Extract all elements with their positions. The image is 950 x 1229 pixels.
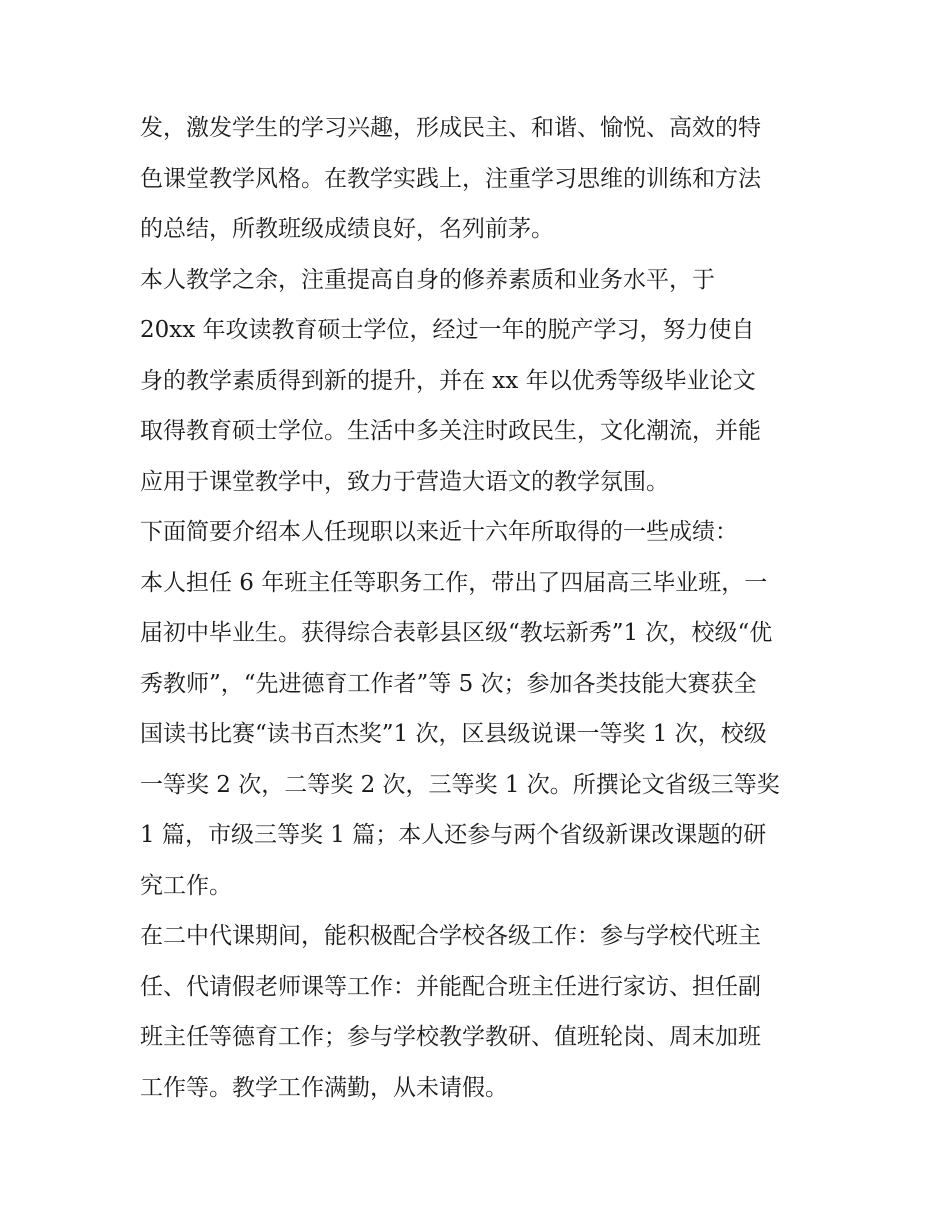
text-line: 色课堂教学风格。在教学实践上，注重学习思维的训练和方法 <box>140 165 761 192</box>
text-line: 究工作。 <box>140 872 232 899</box>
text-line: 1 篇，市级三等奖 1 篇；本人还参与两个省级新课改课题的研 <box>140 822 767 848</box>
text-line: 应用于课堂教学中，致力于营造大语文的教学氛围。 <box>140 468 669 495</box>
text-line: 身的教学素质得到新的提升，并在 xx 年以优秀等级毕业论文 <box>140 367 756 394</box>
text-line: 一等奖 2 次，二等奖 2 次，三等奖 1 次。所撰论文省级三等奖 <box>140 771 780 798</box>
text-line: 20xx 年攻读教育硕士学位，经过一年的脱产学习，努力使自 <box>140 317 755 343</box>
text-line: 的总结，所教班级成绩良好，名列前茅。 <box>140 216 554 242</box>
text-line: 下面简要介绍本人任现职以来近十六年所取得的一些成绩： <box>140 519 738 545</box>
text-line: 秀教师”，“先进德育工作者”等 5 次；参加各类技能大赛获全 <box>140 670 757 697</box>
text-line: 取得教育硕士学位。生活中多关注时政民生，文化潮流，并能 <box>140 418 761 444</box>
text-line: 班主任等德育工作；参与学校教学教研、值班轮岗、周末加班 <box>140 1024 761 1050</box>
text-line: 本人教学之余，注重提高自身的修养素质和业务水平，于 <box>140 266 715 293</box>
text-line: 任、代请假老师课等工作：并能配合班主任进行家访、担任副 <box>140 973 761 1000</box>
text-line: 国读书比赛“读书百杰奖”1 次，区县级说课一等奖 1 次，校级 <box>140 721 767 747</box>
text-line: 发，激发学生的学习兴趣，形成民主、和谐、愉悦、高效的特 <box>140 115 761 141</box>
text-line: 届初中毕业生。获得综合表彰县区级“教坛新秀”1 次，校级“优 <box>140 620 773 646</box>
body-text <box>140 103 820 1113</box>
text-line: 本人担任 6 年班主任等职务工作，带出了四届高三毕业班，一 <box>140 569 768 596</box>
text-line: 工作等。教学工作满勤，从未请假。 <box>140 1074 508 1101</box>
text-line: 在二中代课期间，能积极配合学校各级工作：参与学校代班主 <box>140 923 761 949</box>
